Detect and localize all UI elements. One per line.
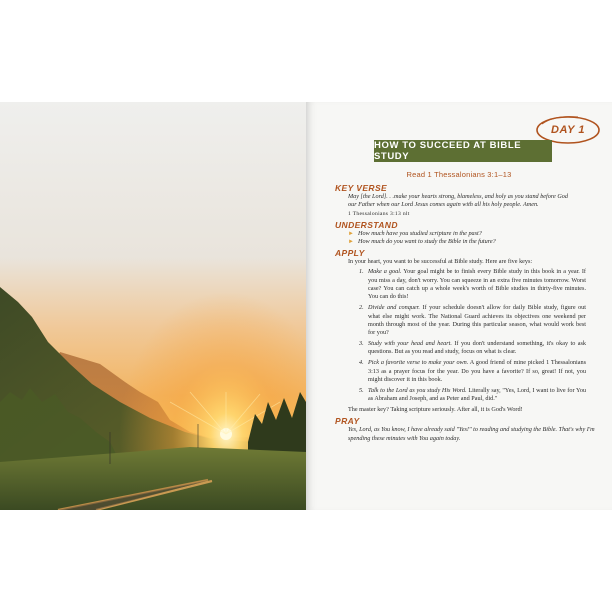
understand-questions bbox=[348, 230, 595, 247]
key-item: 2. Divide and conquer. If your schedule doesn't allow for daily Bible study, figure out what else might work. The National Guard achieves its objectives one weekend per month through most of the year. During this particular season, what would work best for you? bbox=[359, 304, 586, 337]
key-item: 4. Pick a favorite verse to make your own. A good friend of mine picked 1 Thessalonians 3:13 as a prayer focus for the year. Do you have a favorite? If so, great! If not, you might discover it in this book. bbox=[359, 359, 586, 383]
master-key-text: The master key? Taking scripture seriously. After all, it is God's Word! bbox=[348, 405, 523, 413]
apply-heading: APPLY bbox=[335, 248, 365, 259]
study-content bbox=[335, 183, 595, 443]
prayer-text: Yes, Lord, as You know, I have already said "Yes!" to reading and studying the Bible. That's why I'm spending these minutes with You again today. bbox=[348, 426, 595, 442]
right-page bbox=[306, 102, 612, 510]
pray-heading: PRAY bbox=[335, 416, 360, 427]
key-item: 1. Make a goal. Your goal might be to finish every Bible study in this book in a year. If you miss a day, don't worry. You can squeeze in an extra five minutes tomorrow. Worst case? You can catch up a whole week's worth of Bible studies in thirty-five minutes. You can do this! bbox=[359, 268, 586, 301]
arrow-right-icon: ► bbox=[348, 238, 354, 245]
question-item: ► How much have you studied scripture in the past? bbox=[348, 229, 482, 237]
book-spread bbox=[0, 102, 612, 510]
question-item: ► How much do you want to study the Bible in the future? bbox=[348, 237, 496, 245]
five-keys-list bbox=[359, 268, 595, 403]
left-page bbox=[0, 102, 306, 510]
reading-reference: Read 1 Thessalonians 3:1–13 bbox=[406, 170, 512, 179]
key-verse-heading: KEY VERSE bbox=[335, 183, 388, 193]
understand-heading: UNDERSTAND bbox=[335, 219, 398, 230]
page-title: HOW TO SUCCEED AT BIBLE STUDY bbox=[374, 140, 552, 162]
apply-intro: In your heart, you want to be successful at Bible study. Here are five keys: bbox=[348, 258, 533, 266]
sunset-railway-photo bbox=[0, 102, 306, 510]
key-verse-text: May [the Lord]. . .make your hearts strong, blameless, and holy as you stand before God our Father when our Lord Jesus comes again with all his holy people. Amen. bbox=[348, 193, 568, 209]
key-item: 5. Talk to the Lord as you study His Word. Literally say, "Yes, Lord, I want to live for You as Abraham and Joseph, and as Peter and Paul, did." bbox=[359, 386, 587, 403]
key-item: 3. Study with your head and heart. If you don't understand something, it's okay to ask questions. But as you read and study, focus on what is clear. bbox=[359, 340, 587, 356]
arrow-right-icon: ► bbox=[348, 230, 354, 237]
day-number: DAY 1 bbox=[551, 124, 585, 136]
key-verse-reference: 1 Thessalonians 3:13 nlt bbox=[348, 210, 410, 217]
